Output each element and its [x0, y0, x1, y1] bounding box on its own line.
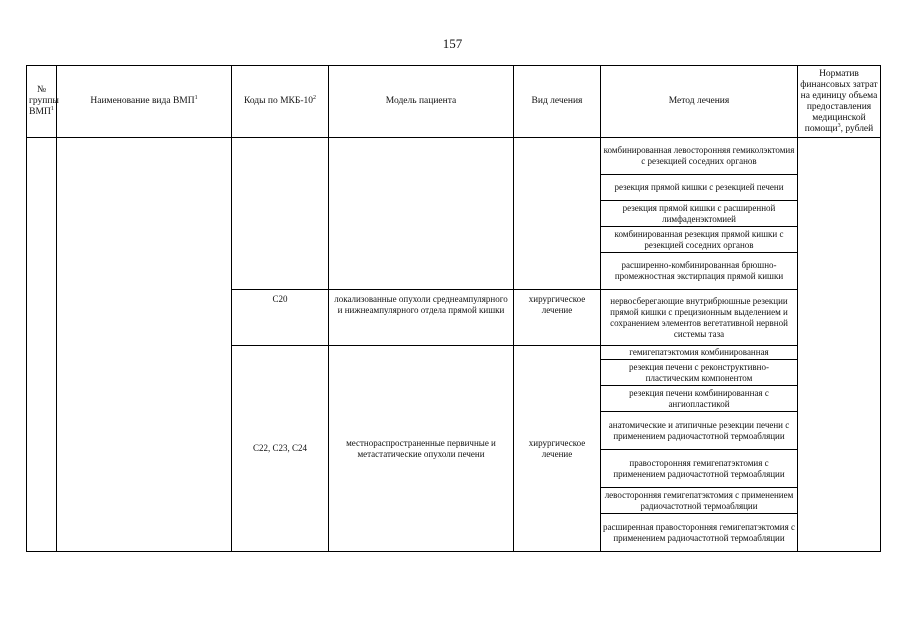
- method-cell: расширенно-комбинированная брюшно-промежностная экстирпация прямой кишки: [601, 253, 798, 290]
- header-treatment: Вид лечения: [514, 66, 601, 138]
- method-cell: резекция прямой кишки с резекцией печени: [601, 175, 798, 201]
- vmp-table: [26, 65, 881, 552]
- norm-cell: [798, 138, 881, 552]
- codes-cell: C22, C23, C24: [232, 346, 329, 552]
- group-cell: [27, 138, 57, 552]
- treatment-cell: хирургическое лечение: [514, 290, 601, 346]
- method-cell: левосторонняя гемигепатэктомия с применением радиочастотной термоабляции: [601, 488, 798, 514]
- codes-cell: [232, 138, 329, 290]
- method-cell: нервосберегающие внутрибрюшные резекции прямой кишки с прецизионным выделением и сохранением элементов вегетативной нервной системы таза: [601, 290, 798, 346]
- header-name: Наименование вида ВМП$^1$: [57, 66, 232, 138]
- method-cell: резекция прямой кишки с расширенной лимфаденэктомией: [601, 201, 798, 227]
- method-cell: резекция печени комбинированная с ангиопластикой: [601, 386, 798, 412]
- header-method: Метод лечения: [601, 66, 798, 138]
- method-cell: комбинированная левосторонняя гемиколэктомия с резекцией соседних органов: [601, 138, 798, 175]
- table-row: [27, 138, 881, 175]
- codes-cell: C20: [232, 290, 329, 346]
- method-cell: анатомические и атипичные резекции печени с применением радиочастотной термоабляции: [601, 412, 798, 450]
- method-cell: резекция печени с реконструктивно-пластическим компонентом: [601, 360, 798, 386]
- treatment-cell: [514, 138, 601, 290]
- model-cell: местнораспространенные первичные и метастатические опухоли печени: [329, 346, 514, 552]
- model-cell: [329, 138, 514, 290]
- header-group: № группы ВМП$^1$: [27, 66, 57, 138]
- table-header-row: [27, 66, 881, 138]
- method-cell: правосторонняя гемигепатэктомия с применением радиочастотной термоабляции: [601, 450, 798, 488]
- name-cell: [57, 138, 232, 552]
- model-cell: локализованные опухоли среднеампулярного и нижнеампулярного отдела прямой кишки: [329, 290, 514, 346]
- method-cell: расширенная правосторонняя гемигепатэктомия с применением радиочастотной термоабляции: [601, 514, 798, 552]
- header-norm: Норматив финансовых затрат на единицу объема предоставления медицинской помощи$^3$, рублей: [798, 66, 881, 138]
- method-cell: гемигепатэктомия комбинированная: [601, 346, 798, 360]
- method-cell: комбинированная резекция прямой кишки с резекцией соседних органов: [601, 227, 798, 253]
- header-codes: Коды по МКБ-$10^2$: [232, 66, 329, 138]
- treatment-cell: хирургическое лечение: [514, 346, 601, 552]
- page-number: 157: [442, 36, 463, 51]
- header-model: Модель пациента: [329, 66, 514, 138]
